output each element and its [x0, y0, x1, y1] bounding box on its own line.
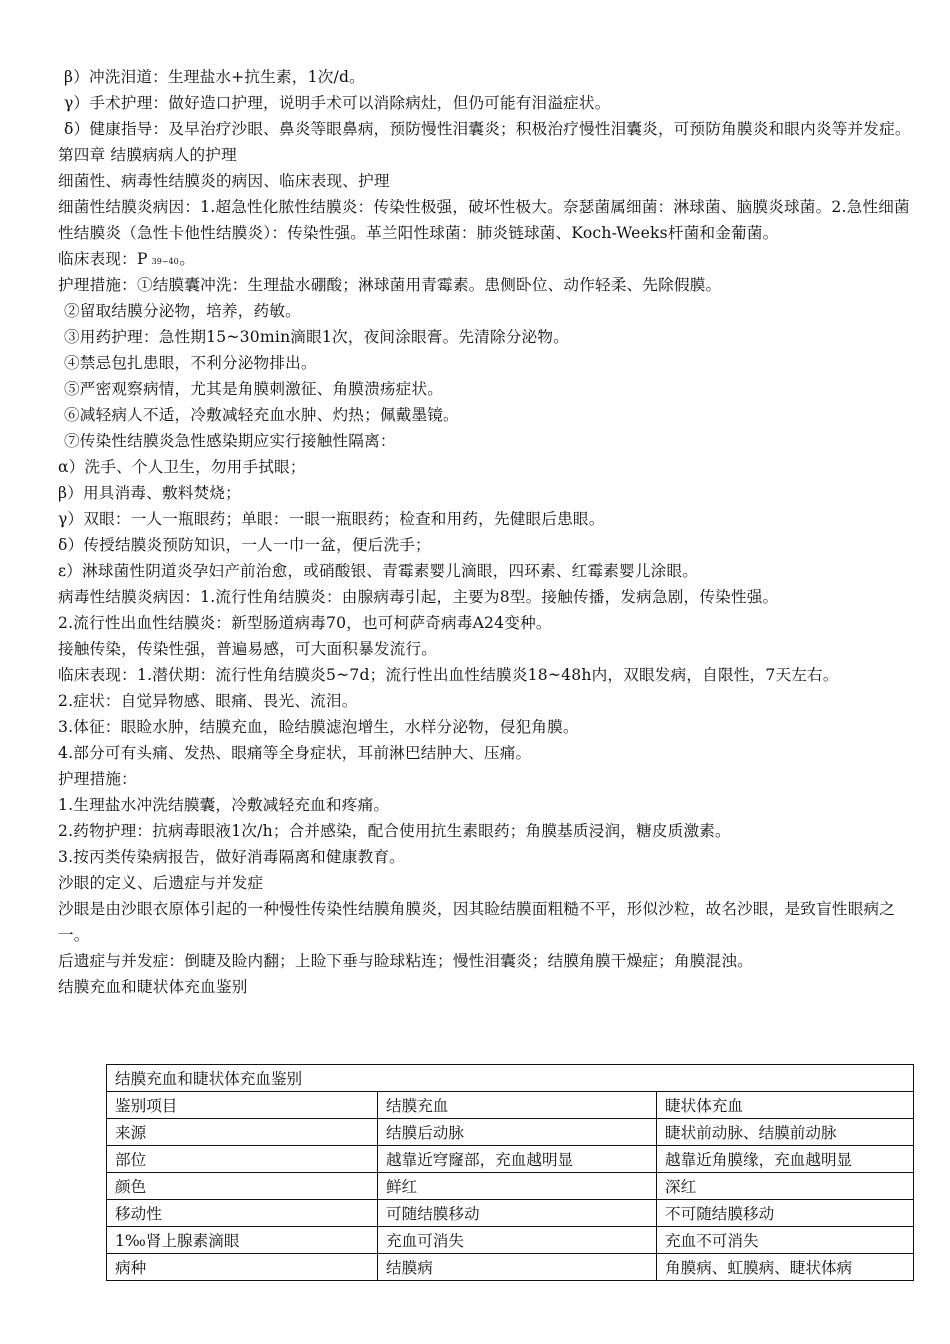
text-line: ⑦传染性结膜炎急性感染期应实行接触性隔离：	[64, 432, 396, 450]
table-cell: 部位	[107, 1146, 378, 1173]
table-caption: 结膜充血和睫状体充血鉴别	[107, 1065, 914, 1092]
table-cell: 角膜病、虹膜病、睫状体病	[657, 1254, 914, 1281]
clinical-line	[58, 246, 918, 272]
table-cell: 颜色	[107, 1173, 378, 1200]
text-line: ③用药护理：急性期15~30min滴眼1次，夜间涂眼膏。先清除分泌物。	[64, 328, 569, 346]
table-cell: 充血不可消失	[657, 1227, 914, 1254]
table-cell: 充血可消失	[378, 1227, 657, 1254]
text-line: 细菌性结膜炎病因：1.超急性化脓性结膜炎：传染性极强，破坏性极大。奈瑟菌属细菌：淋球菌、脑膜炎球菌。2.急性细菌性结膜炎（急性卡他性结膜炎）：传染性强。革兰阳性球菌：肺炎链球菌、Koch-Weeks杆菌和金葡菌。	[58, 198, 910, 242]
text-line: ε）淋球菌性阴道炎孕妇产前治愈，或硝酸银、青霉素婴儿滴眼，四环素、红霉素婴儿涂眼。	[58, 562, 699, 580]
table-cell: 移动性	[107, 1200, 378, 1227]
text-line: 4.部分可有头痛、发热、眼痛等全身症状，耳前淋巴结肿大、压痛。	[58, 744, 532, 762]
table-cell: 1‰肾上腺素滴眼	[107, 1227, 378, 1254]
table-title: 结膜充血和睫状体充血鉴别	[58, 978, 248, 996]
section-heading: 细菌性、病毒性结膜炎的病因、临床表现、护理	[58, 172, 390, 190]
table-caption-row	[107, 1065, 914, 1092]
table-row	[107, 1254, 914, 1281]
table-row	[107, 1119, 914, 1146]
text-line: ⑤严密观察病情，尤其是角膜刺激征、角膜溃疡症状。	[64, 380, 444, 398]
text-line: 3.按丙类传染病报告，做好消毒隔离和健康教育。	[58, 848, 405, 866]
comparison-table-wrapper	[106, 1064, 914, 1281]
chapter-heading: 第四章 结膜病病人的护理	[58, 146, 237, 164]
text-line: ④禁忌包扎患眼，不利分泌物排出。	[64, 354, 317, 372]
text-line: β）冲洗泪道：生理盐水+抗生素，1次/d。	[64, 68, 365, 86]
table-row	[107, 1200, 914, 1227]
text-line: 护理措施：①结膜囊冲洗：生理盐水硼酸；淋球菌用青霉素。患侧卧位、动作轻柔、先除假膜。	[58, 276, 722, 294]
text-line: 接触传染，传染性强，普遍易感，可大面积暴发流行。	[58, 640, 438, 658]
table-cell: 越靠近角膜缘，充血越明显	[657, 1146, 914, 1173]
text-line: 护理措施：	[58, 770, 137, 788]
table-cell: 鉴别项目	[107, 1092, 378, 1119]
text-line: 2.流行性出血性结膜炎：新型肠道病毒70，也可柯萨奇病毒A24变种。	[58, 614, 552, 632]
clinical-prefix: 临床表现：P	[58, 250, 148, 268]
text-line: β）用具消毒、敷料焚烧；	[58, 484, 241, 502]
text-line: 病毒性结膜炎病因：1.流行性角结膜炎：由腺病毒引起，主要为8型。接触传播，发病急剧，传染性强。	[58, 588, 779, 606]
table-cell: 来源	[107, 1119, 378, 1146]
text-line: γ）双眼：一人一瓶眼药；单眼：一眼一瓶眼药；检查和用药，先健眼后患眼。	[58, 510, 605, 528]
text-line: ②留取结膜分泌物，培养，药敏。	[64, 302, 301, 320]
text-line: 沙眼是由沙眼衣原体引起的一种慢性传染性结膜角膜炎，因其睑结膜面粗糙不平，形似沙粒，故名沙眼，是致盲性眼病之一。	[58, 900, 896, 944]
table-cell: 结膜后动脉	[378, 1119, 657, 1146]
table-cell: 越靠近穹窿部，充血越明显	[378, 1146, 657, 1173]
table-cell: 可随结膜移动	[378, 1200, 657, 1227]
text-line: α）洗手、个人卫生，勿用手拭眼；	[58, 458, 306, 476]
table-cell: 鲜红	[378, 1173, 657, 1200]
table-cell: 病种	[107, 1254, 378, 1281]
table-row	[107, 1146, 914, 1173]
table-row	[107, 1227, 914, 1254]
page-ref-subscript: 39~40	[151, 257, 179, 266]
text-line: 2.症状：自觉异物感、眼痛、畏光、流泪。	[58, 692, 358, 710]
table-cell: 结膜充血	[378, 1092, 657, 1119]
clinical-suffix: 。	[179, 250, 196, 268]
text-line: 后遗症与并发症：倒睫及睑内翻；上睑下垂与睑球粘连；慢性泪囊炎；结膜角膜干燥症；角膜混浊。	[58, 952, 753, 970]
text-line: 3.体征：眼睑水肿，结膜充血，睑结膜滤泡增生，水样分泌物，侵犯角膜。	[58, 718, 579, 736]
text-line: 2.药物护理：抗病毒眼液1次/h；合并感染，配合使用抗生素眼药；角膜基质浸润，糖皮质激素。	[58, 822, 731, 840]
page-ref	[148, 246, 180, 272]
table-cell: 不可随结膜移动	[657, 1200, 914, 1227]
document-body	[58, 64, 918, 1000]
table-row	[107, 1173, 914, 1200]
table-cell: 深红	[657, 1173, 914, 1200]
comparison-table	[106, 1064, 914, 1281]
section-heading: 沙眼的定义、后遗症与并发症	[58, 874, 264, 892]
text-line: δ）传授结膜炎预防知识，一人一巾一盆，便后洗手；	[58, 536, 431, 554]
text-line: 1.生理盐水冲洗结膜囊，冷敷减轻充血和疼痛。	[58, 796, 390, 814]
text-line: ⑥减轻病人不适，冷敷减轻充血水肿、灼热；佩戴墨镜。	[64, 406, 459, 424]
text-line: 临床表现：1.潜伏期：流行性角结膜炎5~7d；流行性出血性结膜炎18~48h内，双眼发病，自限性，7天左右。	[58, 666, 839, 684]
table-cell: 睫状体充血	[657, 1092, 914, 1119]
table-header-row	[107, 1092, 914, 1119]
table-cell: 结膜病	[378, 1254, 657, 1281]
table-cell: 睫状前动脉、结膜前动脉	[657, 1119, 914, 1146]
text-line: γ）手术护理：做好造口护理，说明手术可以消除病灶，但仍可能有泪溢症状。	[64, 94, 611, 112]
text-line: δ）健康指导：及早治疗沙眼、鼻炎等眼鼻病，预防慢性泪囊炎；积极治疗慢性泪囊炎，可预防角膜炎和眼内炎等并发症。	[64, 120, 911, 138]
